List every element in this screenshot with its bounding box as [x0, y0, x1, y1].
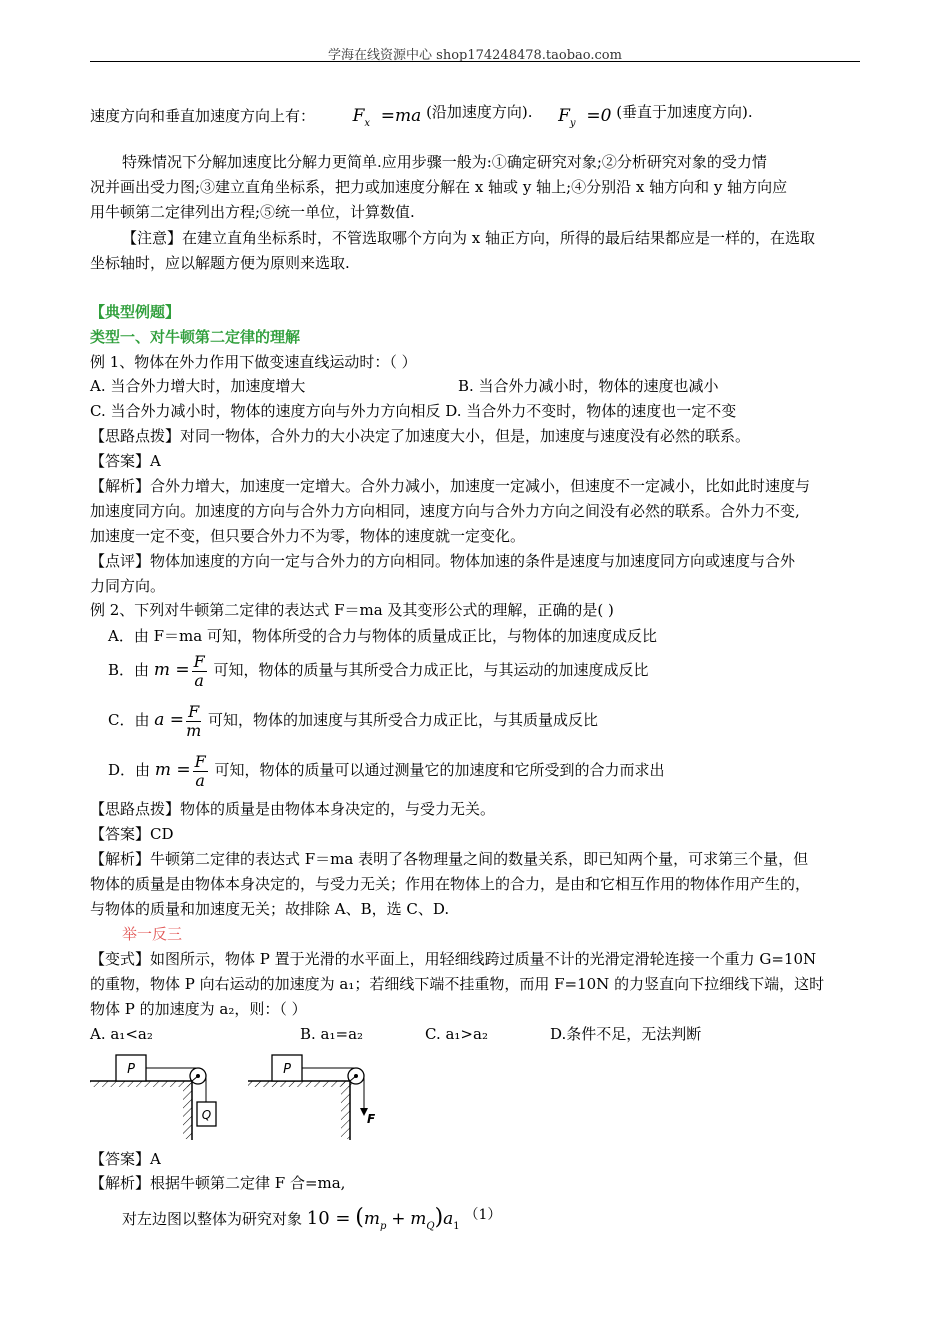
- floor-hatch-left: [90, 1081, 194, 1087]
- ex2-option-c-text: 可知，物体的加速度与其所受合力成正比，与其质量成反比: [208, 711, 599, 729]
- equation-plus: +: [391, 1209, 406, 1229]
- variant-option-c: C. a₁>a₂: [425, 1025, 488, 1043]
- ex2-answer: 【答案】CD: [90, 825, 174, 843]
- equation-a: a: [443, 1209, 454, 1229]
- variant-option-b: B. a₁=a₂: [300, 1025, 364, 1043]
- variant-text-2: 的重物，物体 P 向右运动的加速度为 a₁；若细线下端不挂重物，而用 F=10N 的力竖直向下拉细线下端，这时: [90, 975, 825, 993]
- header-rule: [90, 61, 860, 62]
- fx-symbol: F: [352, 106, 365, 126]
- para2-line-3: 用牛顿第二定律列出方程;⑤统一单位，计算数值.: [90, 203, 415, 221]
- ex2-option-d-fraction: [193, 753, 208, 790]
- figure-right: [248, 1055, 376, 1140]
- variant-analysis: 【解析】根据牛顿第二定律 F 合=ma,: [90, 1174, 346, 1192]
- ex2-stem: 例 2、下列对牛顿第二定律的表达式 F＝ma 及其变形公式的理解，正确的是( ): [90, 601, 614, 619]
- variant-answer: 【答案】A: [90, 1150, 161, 1168]
- ex2-option-c-fraction: [186, 703, 201, 740]
- ex1-option-a: A. 当合外力增大时，加速度增大: [90, 377, 306, 395]
- fx-subscript: x: [364, 118, 371, 129]
- ex2-option-b: [108, 652, 649, 690]
- ex2-option-d-lhs: m =: [154, 760, 191, 780]
- ex1-comment-1: 【点评】物体加速度的方向一定与合外力的方向相同。物体加速的条件是速度与加速度同方向或速度与合外: [90, 552, 796, 570]
- ex1-analysis-3: 加速度一定不变，但只要合外力不为零，物体的速度就一定变化。: [90, 527, 526, 545]
- ex2-analysis-1: 【解析】牛顿第二定律的表达式 F＝ma 表明了各物理量之间的数量关系，即已知两个量，可求第三个量，但: [90, 850, 809, 868]
- equation-sub-p: p: [380, 1221, 387, 1232]
- fraction-denominator: a: [194, 670, 204, 690]
- variant-option-a: A. a₁<a₂: [90, 1025, 153, 1043]
- ex1-option-b: B. 当合外力减小时，物体的速度也减小: [458, 377, 719, 395]
- ex1-stem: 例 1、物体在外力作用下做变速直线运动时：（ ）: [90, 353, 417, 371]
- equation-m1: m: [363, 1209, 381, 1229]
- ex2-option-b-text: 可知，物体的质量与其所受合力成正比，与其运动的加速度成反比: [213, 661, 649, 679]
- intro-line: [90, 103, 753, 129]
- table-edge-hatch-left: [183, 1081, 192, 1139]
- equation-tag: （1）: [464, 1207, 502, 1223]
- ex2-analysis-3: 与物体的质量和加速度无关；故排除 A、B，选 C、D.: [90, 900, 450, 918]
- equation-paren-close: ): [434, 1205, 444, 1230]
- fy-rhs: =0: [586, 106, 612, 126]
- ex2-option-b-lhs: m =: [153, 660, 190, 680]
- ex2-analysis-2: 物体的质量是由物体本身决定的，与受力无关；作用在物体上的合力，是由和它相互作用的物体作用产生的，: [90, 875, 811, 893]
- weight-q-label: Q: [201, 1108, 212, 1122]
- note-line-1: 【注意】在建立直角坐标系时，不管选取哪个方向为 x 轴正方向，所得的最后结果都应是一样的，在选取: [122, 229, 816, 247]
- note-line-2: 坐标轴时，应以解题方便为原则来选取.: [90, 254, 350, 272]
- ex2-option-c-lhs: a =: [154, 710, 185, 730]
- equation-lhs: 10 =: [306, 1208, 351, 1229]
- intro-prefix: 速度方向和垂直加速度方向上有：: [90, 107, 316, 125]
- ex1-option-cd: C. 当合外力减小时，物体的速度方向与外力方向相反 D. 当合外力不变时，物体的速度也一定不变: [90, 402, 737, 420]
- equation-prefix: 对左边图以整体为研究对象: [122, 1210, 303, 1228]
- type1-heading: 类型一、对牛顿第二定律的理解: [90, 328, 301, 346]
- variant-equation-line: [122, 1204, 501, 1236]
- variant-label: 举一反三: [122, 925, 183, 943]
- block-p-right-label: P: [283, 1062, 291, 1077]
- block-p-left-label: P: [127, 1062, 135, 1077]
- variant-text-1: 【变式】如图所示，物体 P 置于光滑的水平面上，用轻细线跨过质量不计的光滑定滑轮连接一个重力 G=10N: [90, 950, 817, 968]
- ex1-comment-2: 力同方向。: [90, 577, 166, 595]
- variant-text-3: 物体 P 的加速度为 a₂，则：（ ）: [90, 1000, 307, 1018]
- fy-subscript: y: [569, 118, 576, 129]
- para2-line-2: 况并画出受力图;③建立直角坐标系，把力或加速度分解在 x 轴或 y 轴上;④分别沿 x 轴方向和 y 轴方向应: [90, 178, 788, 196]
- ex2-option-a: A．由 F＝ma 可知，物体所受的合力与物体的质量成正比，与物体的加速度成反比: [108, 627, 657, 645]
- ex2-option-d-prefix: D．由: [108, 761, 151, 779]
- equation-sub-1: 1: [453, 1221, 460, 1232]
- fx-note: (沿加速度方向).: [426, 103, 533, 121]
- equation-paren-open: (: [355, 1205, 364, 1230]
- page-header: 学海在线资源中心 shop174248478.taobao.com: [328, 48, 622, 63]
- fy-note: (垂直于加速度方向).: [616, 103, 753, 121]
- pulley-figures: [88, 1050, 388, 1145]
- equation-m2: m: [410, 1209, 427, 1229]
- ex2-option-b-fraction: [192, 653, 207, 690]
- ex1-answer: 【答案】A: [90, 452, 161, 470]
- equation-sub-q: Q: [426, 1221, 435, 1232]
- figure-left: [90, 1055, 216, 1140]
- fraction-numerator: F: [186, 703, 201, 722]
- ex2-option-c: [108, 702, 598, 740]
- table-edge-hatch-right: [341, 1081, 350, 1139]
- fx-rhs: =ma: [380, 106, 422, 126]
- ex2-option-d: [108, 752, 665, 790]
- ex1-hint: 【思路点拨】对同一物体，合外力的大小决定了加速度大小，但是，加速度与速度没有必然的联系。: [90, 427, 751, 445]
- fraction-numerator: F: [194, 751, 206, 771]
- fy-symbol: F: [558, 106, 570, 126]
- ex2-option-d-text: 可知，物体的质量可以通过测量它的加速度和它所受到的合力而求出: [214, 761, 665, 779]
- ex2-option-c-prefix: C．由: [108, 711, 150, 729]
- section-title: 【典型例题】: [90, 303, 181, 321]
- ex1-analysis-2: 加速度同方向。加速度的方向与合外力方向相同，速度方向与合外力方向之间没有必然的联系。合外力不变,: [90, 502, 800, 520]
- fraction-denominator: a: [195, 770, 205, 790]
- para2-line-1: 特殊情况下分解加速度比分解力更简单.应用步骤一般为:①确定研究对象;②分析研究对象的受力情: [122, 153, 767, 171]
- variant-option-d: D.条件不足，无法判断: [550, 1025, 702, 1043]
- fraction-numerator: F: [193, 651, 205, 671]
- ex2-hint: 【思路点拨】物体的质量是由物体本身决定的，与受力无关。: [90, 800, 496, 818]
- floor-hatch-right: [248, 1081, 352, 1087]
- fraction-denominator: m: [186, 720, 202, 740]
- ex2-option-b-prefix: B．由: [108, 661, 150, 679]
- ex1-analysis-1: 【解析】合外力增大，加速度一定增大。合外力减小，加速度一定减小，但速度不一定减小，比如此时速度与: [90, 477, 811, 495]
- force-f-label: F: [367, 1112, 376, 1126]
